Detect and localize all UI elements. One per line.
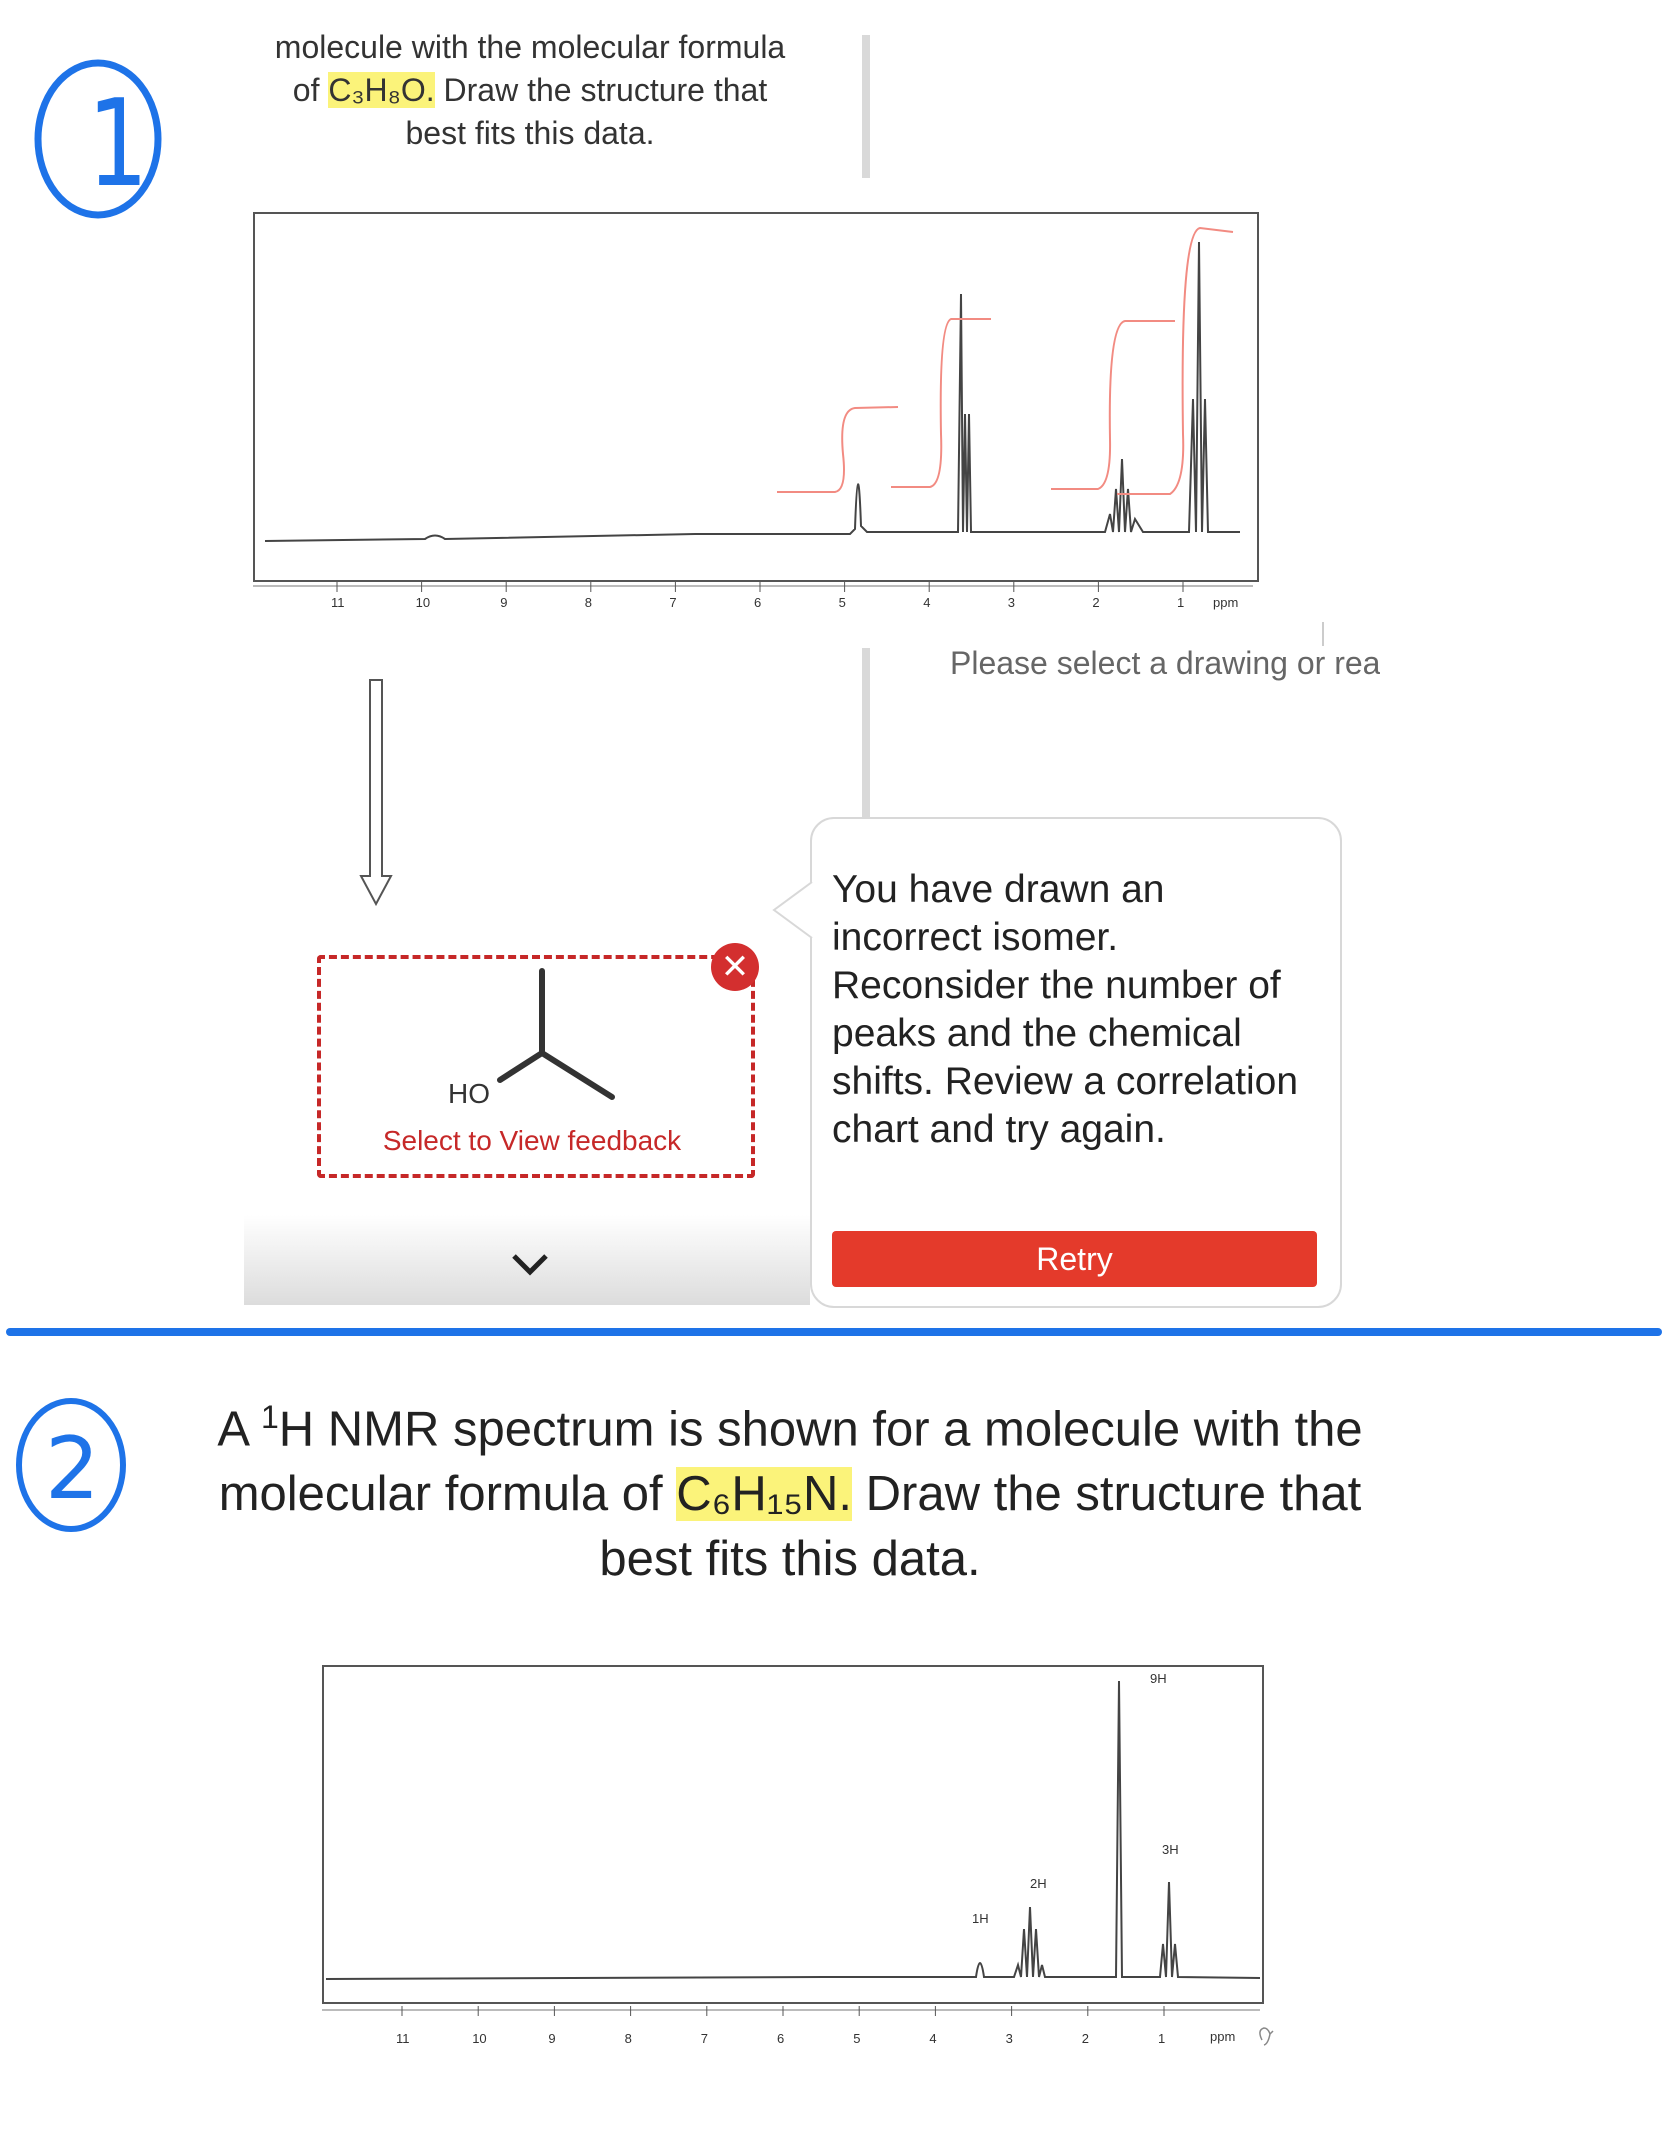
spectrum-1-integral-1 [777, 407, 898, 492]
question-1-line-3: best fits this data. [405, 115, 655, 151]
feedback-message: You have drawn an incorrect isomer. Reconsider the number of peaks and the chemical shifts. Review a correlation chart and try again. [832, 868, 1299, 1151]
axis-tick-label: 6 [754, 595, 762, 610]
spectrum-2-unit: ppm [1210, 2029, 1236, 2044]
divider-vertical-mid [862, 648, 870, 818]
spectrum-1-axis [253, 578, 1293, 612]
spectrum-1-integral-2 [891, 319, 991, 487]
axis-tick-label: 8 [584, 595, 593, 610]
question-2-line-3: best fits this data. [599, 1532, 981, 1587]
divider-vertical-top [862, 35, 870, 178]
axis-tick-label: 8 [624, 2031, 632, 2046]
axis-tick-label: 6 [777, 2031, 785, 2046]
axis-tick-label: 11 [331, 595, 345, 610]
axis-tick-label: 10 [415, 595, 431, 610]
question-1-text [250, 26, 810, 155]
popover-pointer [772, 880, 814, 940]
annotation-mark-2: 2 [45, 1419, 100, 1519]
spectrum-1-integral-3 [1051, 321, 1175, 489]
axis-tick-label: 7 [669, 595, 677, 610]
axis-tick-label: 1 [1158, 2031, 1166, 2046]
remove-answer-icon[interactable]: ✕ [711, 943, 759, 991]
spectrum-2-baseline [326, 1681, 1260, 1979]
annotation-mark-1: 1 [87, 73, 149, 214]
axis-tick-label: 7 [700, 2031, 709, 2046]
axis-tick-label: 2 [1092, 595, 1100, 610]
question-2-text [200, 1385, 1380, 1592]
chevron-down-icon[interactable] [510, 1250, 550, 1278]
axis-tick-label: 2 [1081, 2031, 1090, 2046]
hydroxyl-label: HO [448, 1078, 490, 1109]
question-2-line-2: molecular formula of C₆H₁₅N. Draw the structure that [218, 1467, 1362, 1522]
view-feedback-link[interactable]: Select to View feedback [382, 1125, 682, 1156]
annotation-circle-1 [28, 55, 168, 225]
axis-tick-label: 11 [396, 2031, 410, 2046]
integration-9h: 9H [1150, 1671, 1167, 1686]
question-1-line-2: of C₃H₈O. Draw the structure that [292, 72, 768, 108]
axis-tick-label: 1 [1177, 595, 1185, 610]
question-2-line-1: A $^1$H NMR spectrum is shown for a molecule with the [217, 1399, 1363, 1457]
integration-1h: 1H [972, 1911, 989, 1926]
spectrum-1-unit: ppm [1213, 595, 1239, 610]
annotation-circle-2 [12, 1393, 130, 1538]
nmr-spectrum-2 [322, 1665, 1264, 2004]
nmr-spectrum-1 [253, 212, 1259, 582]
integration-2h: 2H [1030, 1876, 1047, 1891]
molecule-structure [470, 965, 620, 1105]
axis-tick-label: 4 [929, 2031, 937, 2046]
formula-highlight: C₃H₈O. [328, 72, 435, 108]
axis-tick-label: 3 [1005, 2031, 1013, 2046]
canvas-hint-divider [1322, 622, 1324, 646]
spectrum-1-baseline [265, 242, 1240, 541]
retry-button[interactable]: Retry [832, 1231, 1317, 1287]
canvas-hint-text: Please select a drawing or rea [950, 645, 1380, 681]
down-arrow-annotation [358, 678, 394, 910]
spectrum-1-integral-4 [1117, 228, 1233, 494]
spectrum-2-axis [322, 2000, 1302, 2060]
formula-highlight-2: C₆H₁₅N. [676, 1467, 853, 1522]
cursor-icon [1260, 2028, 1273, 2045]
axis-tick-label: 9 [548, 2031, 556, 2046]
axis-tick-label: 5 [838, 595, 846, 610]
axis-tick-label: 9 [500, 595, 508, 610]
integration-3h: 3H [1162, 1842, 1179, 1857]
axis-tick-label: 3 [1007, 595, 1016, 610]
axis-tick-label: 10 [472, 2031, 487, 2046]
axis-tick-label: 5 [853, 2031, 861, 2046]
axis-tick-label: 4 [923, 595, 931, 610]
question-1-line-1: molecule with the molecular formula [274, 29, 786, 65]
section-divider [6, 1328, 1662, 1336]
